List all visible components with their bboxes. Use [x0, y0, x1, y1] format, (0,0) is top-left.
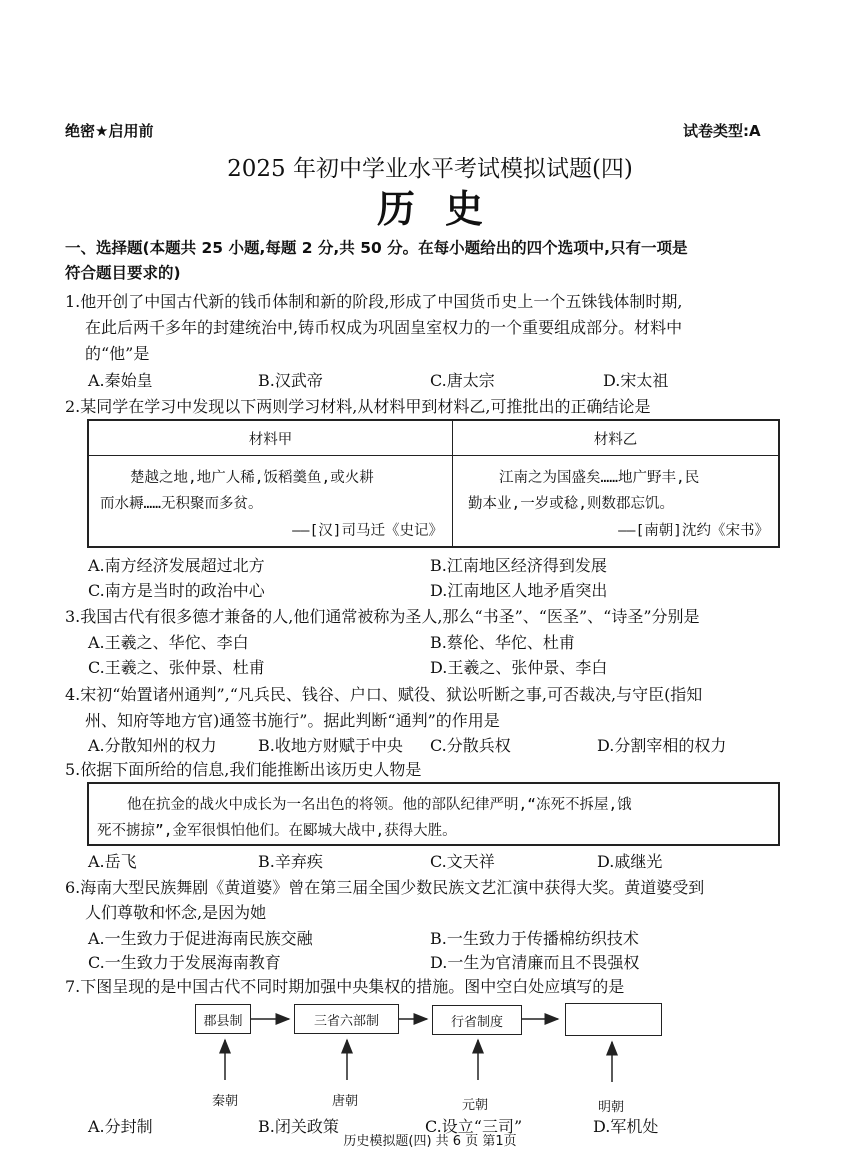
q5-option-d[interactable]: D.戚继光 [597, 852, 663, 871]
material-b-line-2: 勤本业,一岁或稔,则数郡忘饥。 [468, 496, 674, 512]
flow-box-3: 行省制度 [432, 1005, 522, 1035]
subject-title: 历史 [376, 186, 513, 231]
q1-option-a[interactable]: A.秦始皇 [88, 371, 153, 390]
q4-option-a[interactable]: A.分散知州的权力 [88, 736, 217, 755]
q7-option-c[interactable]: C.设立“三司” [425, 1117, 523, 1136]
q7-stem: 7.下图呈现的是中国古代不同时期加强中央集权的措施。图中空白处应填写的是 [65, 977, 625, 996]
q1-option-b[interactable]: B.汉武帝 [258, 371, 323, 390]
q1-stem-line-2: 在此后两千多年的封建统治中,铸币权成为巩固皇室权力的一个重要组成部分。材料中 [85, 318, 683, 337]
q7-option-a[interactable]: A.分封制 [88, 1117, 153, 1136]
q1-option-c[interactable]: C.唐太宗 [430, 371, 495, 390]
q3-option-d[interactable]: D.王羲之、张仲景、李白 [430, 658, 608, 677]
q3-option-b[interactable]: B.蔡伦、华佗、杜甫 [430, 633, 575, 652]
material-b-line-1: 江南之为国盛矣……地广野丰,民 [499, 470, 700, 486]
q6-option-b[interactable]: B.一生致力于传播棉纺织技术 [430, 929, 639, 948]
q7-option-b[interactable]: B.闭关政策 [258, 1117, 339, 1136]
dynasty-label-2: 唐朝 [332, 1094, 359, 1109]
q6-option-a[interactable]: A.一生致力于促进海南民族交融 [88, 929, 313, 948]
q1-stem-line-3: 的“他”是 [85, 344, 150, 363]
q5-option-a[interactable]: A.岳飞 [88, 852, 137, 871]
flow-box-2: 三省六部制 [294, 1004, 399, 1034]
q4-option-c[interactable]: C.分散兵权 [430, 736, 511, 755]
section-heading-line-2: 符合题目要求的) [65, 264, 181, 282]
q5-option-c[interactable]: C.文天祥 [430, 852, 495, 871]
q6-option-d[interactable]: D.一生为官清廉而且不畏强权 [430, 953, 640, 972]
q2-option-a[interactable]: A.南方经济发展超过北方 [88, 556, 265, 575]
q1-stem-line-1: 1.他开创了中国古代新的钱币体制和新的阶段,形成了中国货币史上一个五铢钱体制时期, [65, 292, 683, 311]
flow-box-1: 郡县制 [195, 1004, 251, 1034]
q4-option-d[interactable]: D.分割宰相的权力 [597, 736, 727, 755]
q2-option-c[interactable]: C.南方是当时的政治中心 [88, 581, 265, 600]
page-footer: 历史模拟题(四) 共 6 页 第1页 [343, 1134, 517, 1149]
q4-option-b[interactable]: B.收地方财赋于中央 [258, 736, 403, 755]
paper-type: 试卷类型:A [683, 122, 761, 140]
q5-stem: 5.依据下面所给的信息,我们能推断出该历史人物是 [65, 760, 422, 779]
q1-option-d[interactable]: D.宋太祖 [603, 371, 669, 390]
q6-stem-line-2: 人们尊敬和怀念,是因为她 [85, 903, 267, 922]
flow-box-blank [565, 1003, 662, 1036]
material-b-header: 材料乙 [453, 420, 780, 456]
dynasty-label-3: 元朝 [462, 1098, 489, 1113]
material-a-line-2: 而水耨……无积聚而多贫。 [100, 496, 263, 512]
dynasty-label-1: 秦朝 [212, 1094, 239, 1109]
q4-stem-line-2: 州、知府等地方官)通签书施行”。据此判断“通判”的作用是 [85, 711, 500, 730]
material-a-header: 材料甲 [88, 420, 453, 456]
material-a-line-1: 楚越之地,地广人稀,饭稻羹鱼,或火耕 [130, 470, 374, 486]
q7-option-d[interactable]: D.军机处 [593, 1117, 659, 1136]
material-a-source: ——[汉]司马迁《史记》 [292, 523, 443, 539]
dynasty-label-4: 明朝 [598, 1100, 625, 1115]
q2-option-d[interactable]: D.江南地区人地矛盾突出 [430, 581, 608, 600]
material-b-source: ——[南朝]沈约《宋书》 [618, 523, 769, 539]
q3-option-a[interactable]: A.王羲之、华佗、李白 [88, 633, 249, 652]
q6-stem-line-1: 6.海南大型民族舞剧《黄道婆》曾在第三届全国少数民族文艺汇演中获得大奖。黄道婆受到 [65, 878, 705, 897]
q5-box-line-2: 死不掳掠”,金军很惧怕他们。在郾城大战中,获得大胜。 [97, 823, 457, 839]
confidential-mark: 绝密★启用前 [65, 122, 154, 140]
q5-box-line-1: 他在抗金的战火中成长为一名出色的将领。他的部队纪律严明,“冻死不拆屋,饿 [127, 797, 632, 813]
q4-stem-line-1: 4.宋初“始置诸州通判”,“凡兵民、钱谷、户口、赋役、狱讼听断之事,可否裁决,与守臣(指知 [65, 685, 703, 704]
q3-stem: 3.我国古代有很多德才兼备的人,他们通常被称为圣人,那么“书圣”、“医圣”、“诗圣”分别是 [65, 607, 700, 626]
q2-option-b[interactable]: B.江南地区经济得到发展 [430, 556, 607, 575]
section-heading-line-1: 一、选择题(本题共 25 小题,每题 2 分,共 50 分。在每小题给出的四个选项中,只有一项是 [65, 239, 688, 257]
q5-option-b[interactable]: B.辛弃疾 [258, 852, 323, 871]
q6-option-c[interactable]: C.一生致力于发展海南教育 [88, 953, 281, 972]
q3-option-c[interactable]: C.王羲之、张仲景、杜甫 [88, 658, 265, 677]
q2-stem: 2.某同学在学习中发现以下两则学习材料,从材料甲到材料乙,可推批出的正确结论是 [65, 397, 651, 416]
exam-title: 2025 年初中学业水平考试模拟试题(四) [227, 156, 633, 182]
